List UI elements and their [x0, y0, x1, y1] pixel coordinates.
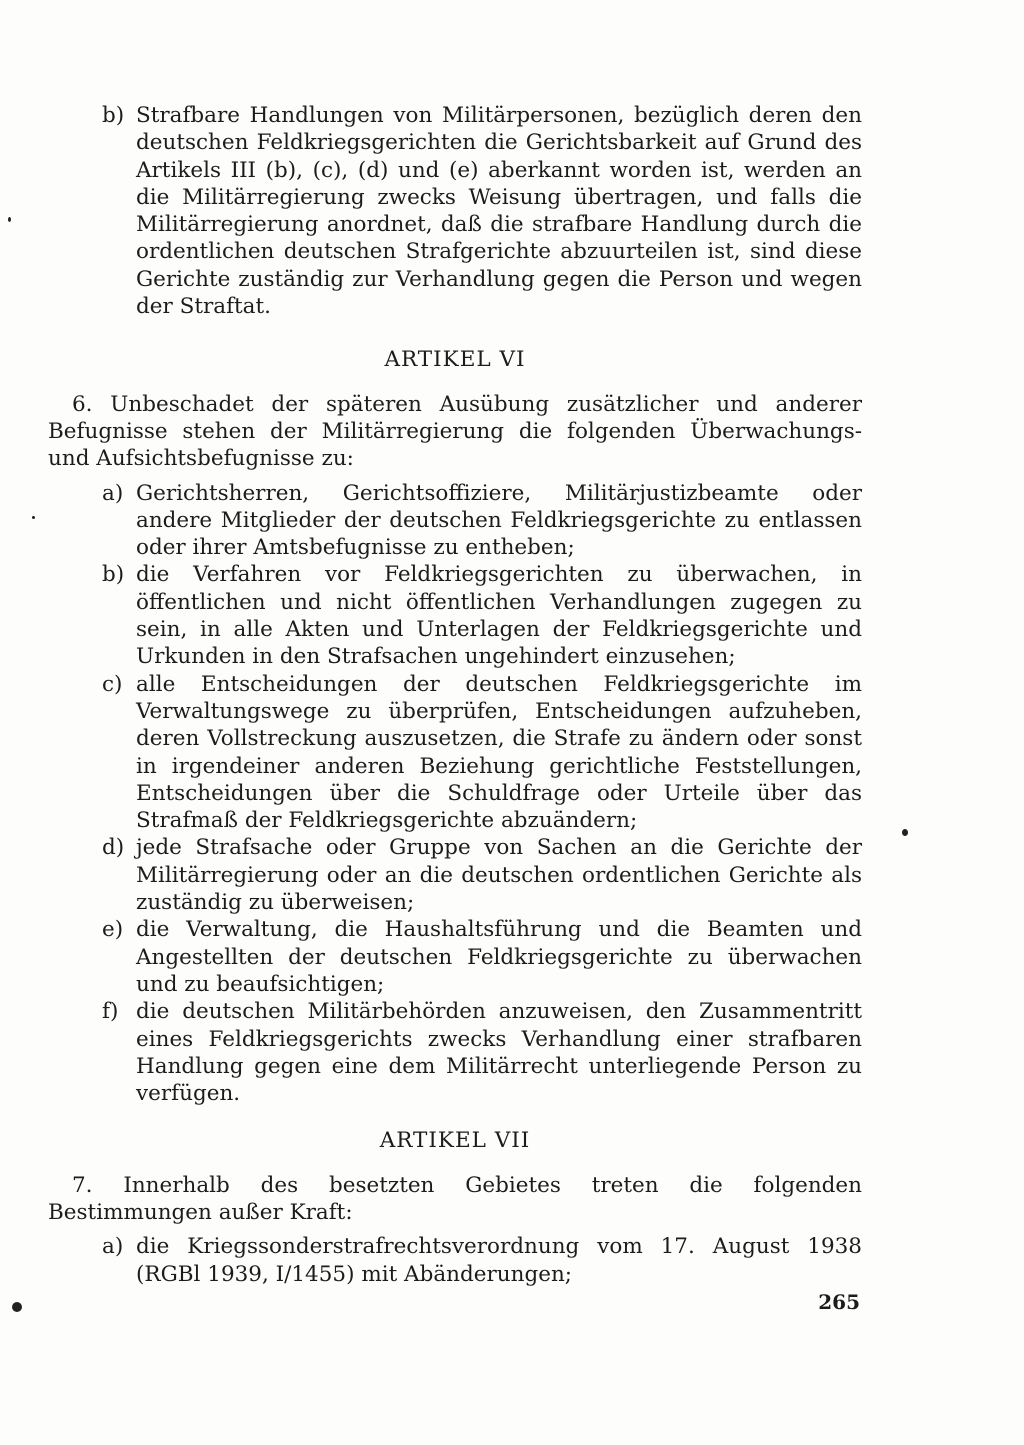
- list-item-label: c): [102, 671, 123, 697]
- paragraph-6: 6. Unbeschadet der späteren Ausübung zusätzlicher und anderer Befugnisse stehen der Militärregierung die folgenden Überwachungs- und Aufsichtsbefugnisse zu:: [48, 391, 862, 472]
- list-item: [48, 480, 862, 562]
- list-item-label: b): [102, 103, 125, 128]
- paragraph-7: 7. Innerhalb des besetzten Gebietes treten die folgenden Bestimmungen außer Kraft:: [48, 1172, 862, 1225]
- list-item-text: jede Strafsache oder Gruppe von Sachen an die Gerichte der Militärregierung oder an die deutschen ordentlichen Gerichte als zuständig zu überweisen;: [136, 835, 862, 916]
- list-item: [48, 998, 862, 1107]
- list-item: [48, 671, 862, 835]
- scan-speck: [12, 1302, 22, 1312]
- list-item: [48, 1233, 862, 1288]
- page-number: 265: [818, 1290, 860, 1314]
- list-item-text: Gerichtsherren, Gerichtsoffiziere, Militärjustizbeamte oder andere Mitglieder der deutschen Feldkriegsgerichte zu entlassen oder ihrer Amtsbefugnisse zu entheben;: [136, 480, 862, 561]
- list-item-text: alle Entscheidungen der deutschen Feldkriegsgerichte im Verwaltungswege zu überprüfen, Entscheidungen aufzuheben, deren Vollstreckung auszusetzen, die Strafe zu ändern oder sonst in irgendeiner anderen Beziehung gerichtliche Feststellungen, Entscheidungen über die Schuldfrage oder Urteile über das Strafmaß der Feldkriegsgerichte abzuändern;: [136, 671, 862, 834]
- section-heading-artikel-vii: ARTIKEL VII: [379, 1128, 531, 1154]
- list-item-text: Strafbare Handlungen von Militärpersonen, bezüglich deren den deutschen Feldkriegsgerichten die Gerichtsbarkeit auf Grund des Artikels III (b), (c), (d) und (e) aberkannt worden ist, werden an die Militärregierung zwecks Weisung übertragen, und falls die Militärregierung anordnet, daß die strafbare Handlung durch die ordentlichen deutschen Strafgerichte abzuurteilen ist, sind diese Gerichte zuständig zur Verhandlung gegen die Person und wegen der Straftat.: [136, 103, 862, 320]
- scan-speck: [8, 217, 11, 222]
- scan-speck: [902, 829, 908, 836]
- list-item-text: die deutschen Militärbehörden anzuweisen, den Zusammentritt eines Feldkriegsgerichts zwecks Verhandlung einer strafbaren Handlung gegen eine dem Militärrecht unterliegende Person zu verfügen.: [136, 999, 862, 1107]
- list-item-text: die Kriegssonderstrafrechtsverordnung vom 17. August 1938 (RGBl 1939, I/1455) mit Abänderungen;: [136, 1234, 862, 1287]
- list-item: [48, 916, 862, 998]
- scan-speck: [32, 516, 35, 519]
- list-item: [48, 561, 862, 670]
- list-item-label: d): [102, 835, 125, 861]
- list-item: [48, 834, 862, 916]
- list-item-label: a): [102, 480, 124, 506]
- list-item-label: e): [102, 917, 124, 943]
- list-item-label: b): [102, 562, 125, 588]
- list-item-label: a): [102, 1234, 124, 1260]
- list-item-text: die Verwaltung, die Haushaltsführung und die Beamten und Angestellten der deutschen Feldkriegsgerichte zu überwachen und zu beaufsichtigen;: [136, 917, 862, 997]
- list-item-label: f): [102, 999, 119, 1025]
- section-heading-artikel-vi: ARTIKEL VI: [384, 347, 526, 373]
- document-body: [48, 102, 862, 1288]
- list-item-text: die Verfahren vor Feldkriegsgerichten zu überwachen, in öffentlichen und nicht öffentlichen Verhandlungen zugegen zu sein, in alle Akten und Unterlagen der Feldkriegsgerichte und Urkunden in den Strafsachen ungehindert einzusehen;: [136, 562, 862, 670]
- list-item: [48, 102, 862, 320]
